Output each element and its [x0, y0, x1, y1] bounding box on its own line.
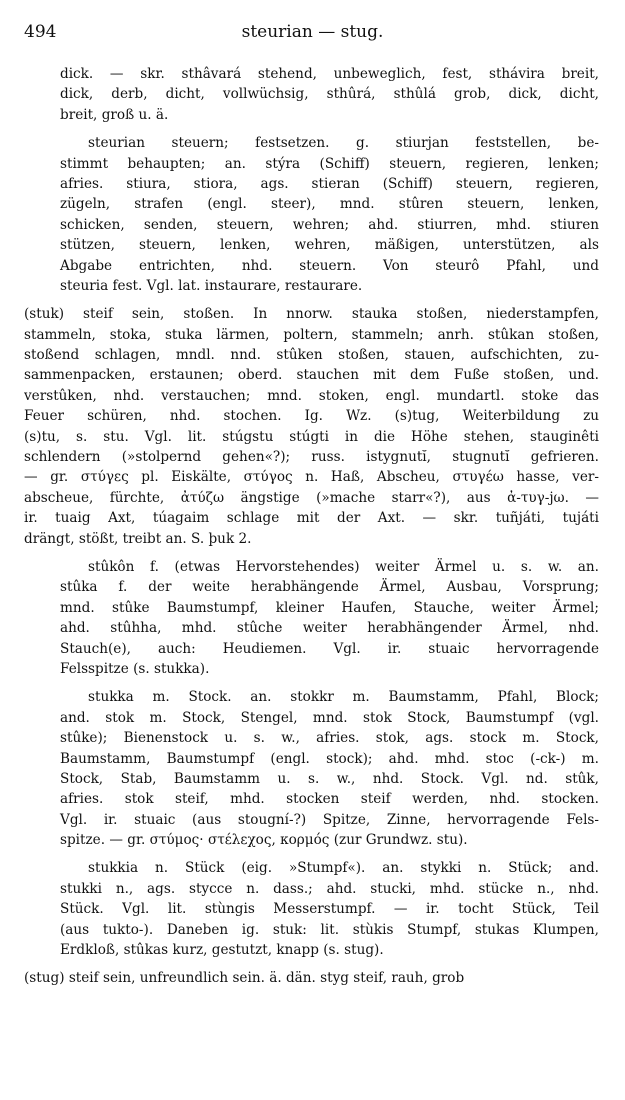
entry-line: zügeln, strafen (engl. steer), mnd. stûren steuern, lenken, [60, 196, 599, 213]
entry-line: Feuer schüren, nhd. stochen. Ig. Wz. (s)tug, Weiterbildung zu [24, 408, 599, 425]
entry-line: Stock, Stab, Baumstamm u. s. w., nhd. Stock. Vgl. nd. stûk, [60, 770, 599, 787]
entry-line: Felsspitze (s. stukka). [60, 660, 210, 677]
entry-line: dick. — skr. sthâvará stehend, unbeweglich, fest, sthávira breit, [60, 66, 599, 82]
entry-line: stukki n., ags. stycce n. dass.; ahd. stucki, mhd. stücke n., nhd. [60, 880, 599, 897]
entry-line: stoßend schlagen, mndl. nnd. stûken stoßen, stauen, aufschichten, zu- [24, 347, 599, 364]
page-header [24, 22, 601, 46]
entry-line: stimmt behaupten; an. stýra (Schiff) steuern, regieren, lenken; [60, 155, 599, 172]
entry-line: stützen, steuern, lenken, wehren, mäßigen, unterstützen, als [60, 237, 599, 254]
entry-steurian [24, 133, 599, 296]
entry-line: ahd. stûhha, mhd. stûche weiter herabhängender Ärmel, nhd. [60, 620, 599, 637]
entry-line: schicken, senden, steuern, wehren; ahd. stiurren, mhd. stiuren [60, 216, 599, 233]
entries-column [24, 64, 599, 989]
entry-line: steurian steuern; festsetzen. g. stiurjan feststellen, be- [88, 135, 599, 152]
entry-line: breit, groß u. ä. [60, 106, 169, 123]
entry-line: (stug) steif sein, unfreundlich sein. ä. dän. styg steif, rauh, grob [24, 970, 465, 987]
entry-stukkia [24, 858, 599, 960]
entry-line: ir. tuaig Axt, túagaim schlage mit der Axt. — skr. tuñjáti, tujáti [24, 510, 599, 527]
entry-stug [24, 968, 599, 988]
entry-line: — gr. στύγες pl. Eiskälte, στύγος n. Haß, Abscheu, στυγέω hasse, ver- [24, 469, 599, 486]
entry-line: dick, derb, dicht, vollwüchsig, sthûrá, sthûlá grob, dick, dicht, [60, 86, 599, 103]
entry-line: stammeln, stoka, stuka lärmen, poltern, stammeln; anrh. stûkan stoßen, [24, 326, 599, 343]
entry-line: stûka f. der weite herabhängende Ärmel, Ausbau, Vorsprung; [60, 579, 599, 596]
entry-line: Stück. Vgl. lit. stùngis Messerstumpf. — ir. tocht Stück, Teil [60, 901, 599, 918]
entry-line: drängt, stößt, treibt an. S. þuk 2. [24, 530, 252, 547]
entry-dick-cont [24, 64, 599, 125]
entry-line: stûke); Bienenstock u. s. w., afries. stok, ags. stock m. Stock, [60, 730, 599, 747]
entry-line: schlendern (»stolpernd gehen«?); russ. istygnutĭ, stugnutĭ gefrieren. [24, 449, 599, 466]
entry-stukka [24, 687, 599, 850]
entry-line: spitze. — gr. στύμος· στέλεχος, κορμός (zur Grundwz. stu). [60, 832, 468, 849]
running-title: steurian — stug. [241, 22, 384, 42]
entry-line: mnd. stûke Baumstumpf, kleiner Haufen, Stauche, weiter Ärmel; [60, 599, 599, 616]
entry-line: (aus tukto-). Daneben ig. stuk: lit. stùkis Stumpf, stukas Klumpen, [60, 921, 599, 938]
entry-line: Baumstamm, Baumstumpf (engl. stock); ahd. mhd. stoc (-ck-) m. [60, 750, 599, 767]
entry-line: Vgl. ir. stuaic (aus stougní-?) Spitze, Zinne, hervorragende Fels- [60, 811, 599, 828]
entry-line: steuria fest. Vgl. lat. instaurare, restaurare. [60, 277, 363, 294]
entry-line: stûkôn f. (etwas Hervorstehendes) weiter Ärmel u. s. w. an. [88, 558, 599, 575]
entry-line: (s)tu, s. stu. Vgl. lit. stúgstu stúgti in die Höhe stehen, stauginêti [24, 428, 599, 445]
entry-line: and. stok m. Stock, Stengel, mnd. stok Stock, Baumstumpf (vgl. [60, 709, 599, 726]
entry-line: afries. stok steif, mhd. stocken steif werden, nhd. stocken. [60, 791, 599, 808]
entry-line: afries. stiura, stiora, ags. stieran (Schiff) steuern, regieren, [60, 175, 599, 192]
entry-line: Abgabe entrichten, nhd. steuern. Von steurô Pfahl, und [60, 257, 599, 274]
entry-line: sammenpacken, erstaunen; oberd. stauchen mit dem Fuße stoßen, und. [24, 367, 599, 384]
page-number: 494 [24, 22, 57, 42]
entry-line: stukkia n. Stück (eig. »Stumpf«). an. stykki n. Stück; and. [88, 860, 599, 877]
entry-line: (stuk) steif sein, stoßen. In nnorw. stauka stoßen, niederstampfen, [24, 306, 599, 323]
entry-line: stukka m. Stock. an. stokkr m. Baumstamm, Pfahl, Block; [88, 689, 599, 706]
entry-line: abscheue, fürchte, ἀτύζω ängstige (»mache starr«?), aus ἀ-τυγ-jω. — [24, 489, 599, 506]
entry-line: verstûken, nhd. verstauchen; mnd. stoken, engl. mundartl. stoke das [24, 387, 599, 404]
entry-stukon [24, 557, 599, 679]
entry-line: Erdkloß, stûkas kurz, gestutzt, knapp (s. stug). [60, 942, 384, 959]
entry-stuk [24, 304, 599, 549]
entry-line: Stauch(e), auch: Heudiemen. Vgl. ir. stuaic hervorragende [60, 640, 599, 657]
